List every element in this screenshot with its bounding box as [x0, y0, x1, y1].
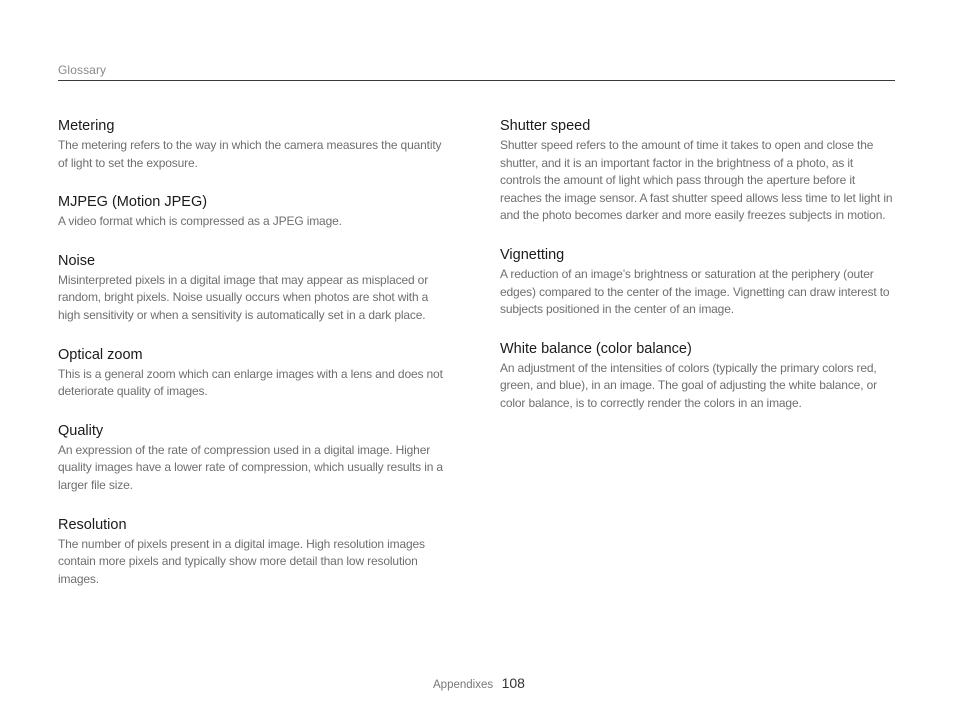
glossary-entry-metering [58, 117, 450, 172]
glossary-entry-optical-zoom [58, 346, 450, 401]
glossary-term: Quality [58, 422, 104, 439]
page-number: 108 [501, 675, 525, 691]
page-footer [433, 675, 525, 693]
glossary-definition: Misinterpreted pixels in a digital image that may appear as misplaced or random, bright pixels. Noise usually occurs when photos are shot with a high sensitivity or when a sensitivity is automatically set in a dark place. [58, 272, 429, 322]
glossary-term: Resolution [58, 516, 127, 533]
glossary-term: Noise [58, 252, 96, 269]
glossary-entry-quality [58, 422, 450, 495]
glossary-term: White balance (color balance) [500, 340, 692, 357]
header-divider [58, 80, 895, 81]
glossary-column-right [500, 117, 897, 434]
glossary-definition: Shutter speed refers to the amount of time it takes to open and close the shutter, and it is an important factor in the brightness of a photo, as it controls the amount of light which pass through the aperture before it reaches the image sensor. A fast shutter speed allows less time to let light in and the photo becomes darker and more easily freezes subjects in motion. [500, 138, 893, 223]
footer-section-label: Appendixes [433, 679, 494, 691]
glossary-entry-shutter-speed [500, 117, 897, 225]
glossary-definition: This is a general zoom which can enlarge images with a lens and does not deteriorate quality of images. [58, 366, 443, 399]
glossary-term: MJPEG (Motion JPEG) [58, 194, 208, 211]
glossary-column-left [58, 117, 450, 609]
glossary-definition: An expression of the rate of compression used in a digital image. Higher quality images have a lower rate of compression, which usually results in a larger file size. [58, 442, 443, 492]
glossary-term: Metering [58, 118, 115, 134]
glossary-entry-noise [58, 252, 450, 325]
glossary-term: Vignetting [500, 246, 565, 263]
glossary-definition: The number of pixels present in a digital image. High resolution images contain more pixels and typically show more detail than low resolution images. [58, 536, 425, 586]
glossary-definition: An adjustment of the intensities of colors (typically the primary colors red, green, and blue), in an image. The goal of adjusting the white balance, or color balance, is to correctly render the colors in an image. [500, 360, 877, 410]
glossary-entry-mjpeg [58, 193, 450, 231]
page-section-label: Glossary [58, 63, 107, 77]
glossary-term: Optical zoom [58, 346, 143, 363]
glossary-entry-white-balance [500, 340, 897, 413]
glossary-term: Shutter speed [500, 118, 591, 134]
glossary-definition: The metering refers to the way in which the camera measures the quantity of light to set the exposure. [58, 138, 442, 170]
glossary-entry-vignetting [500, 246, 897, 319]
glossary-definition: A video format which is compressed as a JPEG image. [58, 214, 342, 229]
glossary-definition: A reduction of an image’s brightness or saturation at the periphery (outer edges) compared to the center of the image. Vignetting can draw interest to subjects positioned in the center of an image. [500, 266, 890, 317]
glossary-entry-resolution [58, 516, 450, 589]
